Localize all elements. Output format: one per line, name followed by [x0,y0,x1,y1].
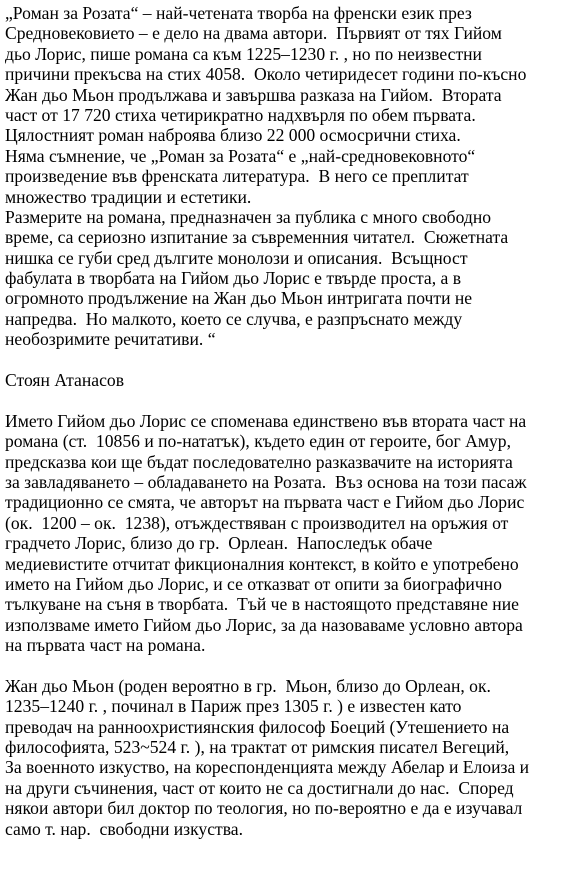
text-line: множество традиции и естетики. [5,186,252,207]
paragraph-jean-de-meun [5,676,577,839]
text-line: нишка се губи сред дългите монолози и описания. Всъщност [5,247,468,268]
paragraph-spacer [5,656,577,676]
text-line: Няма съмнение, че „Роман за Розата“ е „най-средновековното“ [5,145,476,166]
text-line: медиевистите отчитат фикционалния контекст, в който е употребено [5,553,519,574]
text-line: напредва. Но малкото, което се случва, е разпръснато между [5,308,463,329]
text-line: преводач на ранноохристиянския философ Боеций (Утешението на [5,716,510,737]
text-line: градчето Лорис, близо до гр. Орлеан. Напоследък обаче [5,533,433,554]
paragraph-intro-quote [5,3,577,350]
text-line: на други съчинения, част от които не са достигнали до нас. Според [5,777,514,798]
paragraph-spacer [5,390,577,410]
text-line: предсказва кои ще бъдат последователно разказвачите на историята [5,451,513,472]
text-line: време, са сериозно изпитание за съвременния читател. Сюжетната [5,227,509,248]
text-line: на първата част на романа. [5,635,206,656]
text-line: използваме името Гийом дьо Лорис, за да назоваваме условно автора [5,614,523,635]
text-line: Жан дьо Мьон продължава и завършва разказа на Гийом. Втората [5,84,502,105]
text-line: някои автори бил доктор по теология, но по-вероятно е да е изучавал [5,798,523,819]
text-line: Размерите на романа, предназначен за публика с много свободно [5,206,492,227]
text-line: част от 17 720 стиха четирикратно надхвърля по обем първата. [5,104,476,125]
text-line: (ок. 1200 – ок. 1238), отъждествяван с производител на оръжия от [5,512,509,533]
author-name: Стоян Атанасов [5,370,125,391]
text-line: причини прекъсва на стих 4058. Около четиридесет години по-късно [5,64,527,85]
text-line: 1235–1240 г. , починал в Париж през 1305 г. ) е известен като [5,696,462,717]
text-line: името на Гийом дьо Лорис, и се отказват от опити за биографично [5,573,502,594]
text-line: тълкуване на съня в творбата. Тъй че в настоящото представяне ние [5,594,519,615]
text-line: дьо Лорис, пише романа са към 1225–1230 г. , но по неизвестни [5,43,482,64]
text-line: фабулата в творбата на Гийом дьо Лорис е твърде проста, а в [5,268,462,289]
text-line: необозримите речитативи. “ [5,329,216,350]
text-line: Името Гийом дьо Лорис се споменава единствено във втората част на [5,410,527,431]
text-line: За военното изкуство, на кореспонденцията между Абелар и Елоиза и [5,757,530,778]
text-line: Жан дьо Мьон (роден вероятно в гр. Мьон, близо до Орлеан, ок. [5,675,491,696]
text-line: огромното продължение на Жан дьо Мьон интригата почти не [5,288,473,309]
text-line: Средновековието – е дело на двама автори. Първият от тях Гийом [5,23,502,44]
text-line: Цялостният роман наброява близо 22 000 осмосрични стиха. [5,125,461,146]
text-line: традиционно се смята, че авторът на първата част е Гийом дьо Лорис [5,492,525,513]
text-line: само т. нар. свободни изкуства. [5,818,243,839]
paragraph-guillaume-de-lorris [5,411,577,656]
text-line: философията, 523~524 г. ), на трактат от римския писател Вегеций, [5,737,510,758]
text-line: „Роман за Розата“ – най-четената творба на френски език през [5,3,472,23]
text-line: произведение във френската литература. В него се преплитат [5,166,469,187]
text-line: романа (ст. 10856 и по-нататък), където един от героите, бог Амур, [5,431,511,452]
text-line: за завладяването – обладаването на Розата. Въз основа на този пасаж [5,471,527,492]
document-page [5,3,577,839]
paragraph-spacer [5,350,577,370]
